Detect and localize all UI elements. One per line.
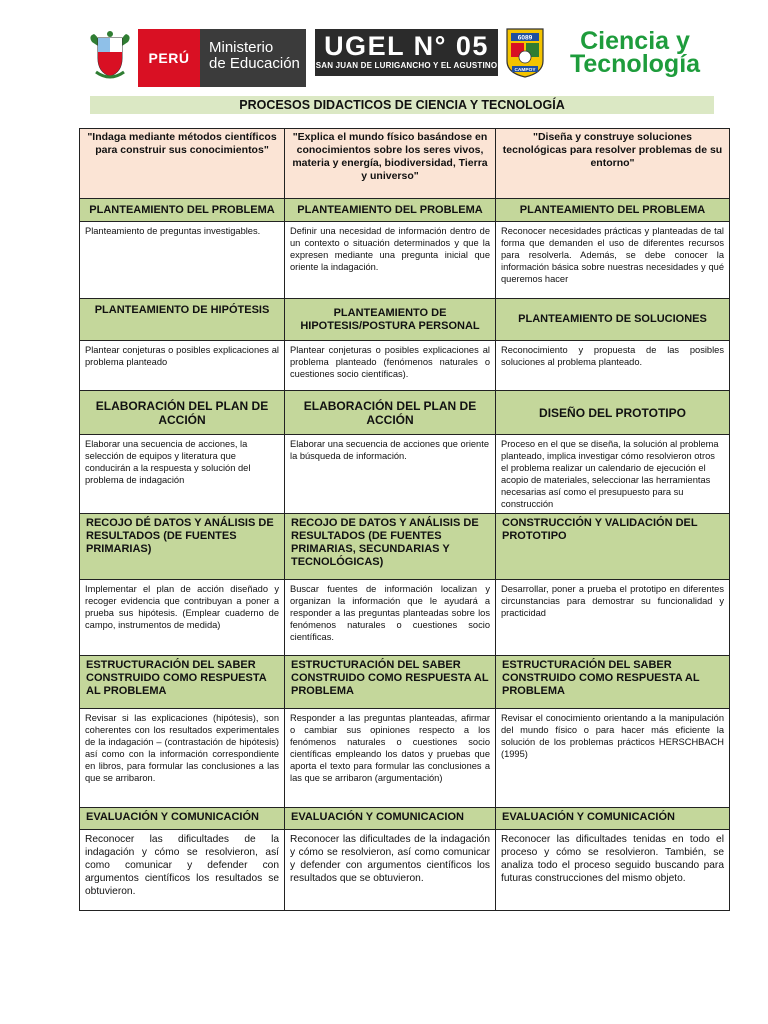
process-heading: EVALUACIÓN Y COMUNICACIÓN <box>496 808 730 830</box>
process-description: Definir una necesidad de información dentro de un contexto o situación determinados y que la expresen mediante una pregunta inicial que oriente la indagación. <box>285 222 496 299</box>
process-heading: RECOJO DÉ DATOS Y ANÁLISIS DE RESULTADOS (DE FUENTES PRIMARIAS) <box>80 514 285 580</box>
process-heading: PLANTEAMIENTO DE SOLUCIONES <box>496 299 730 341</box>
column-header: "Explica el mundo físico basándose en conocimientos sobre los seres vivos, materia y energía, biodiversidad, Tierra y universo" <box>285 129 496 199</box>
badge-number: 6089 <box>517 34 533 42</box>
table-row-heading <box>80 656 730 709</box>
processes-table <box>79 128 730 911</box>
process-heading: CONSTRUCCIÓN Y VALIDACIÓN DEL PROTOTIPO <box>496 514 730 580</box>
process-description: Planteamiento de preguntas investigables. <box>80 222 285 299</box>
table-row-body <box>80 341 730 391</box>
column-header: "Indaga mediante métodos científicos para construir sus conocimientos" <box>80 129 285 199</box>
badge-text: CAMPOY <box>514 68 536 73</box>
table-row-body <box>80 830 730 911</box>
ugel-subtitle: SAN JUAN DE LURIGANCHO Y EL AGUSTINO <box>315 61 498 70</box>
process-description: Revisar el conocimiento orientando a la manipulación del mundo físico o para hacer más eficiente la solución de los problemas prácticos HERSCHBACH (1995) <box>496 709 730 808</box>
process-description: Reconocer las dificultades tenidas en todo el proceso y cómo se resolvieron. También, se analiza todo el proceso seguido buscando para futuras construcciones del mismo objeto. <box>496 830 730 911</box>
process-description: Implementar el plan de acción diseñado y recoger evidencia que contribuyan a poner a prueba sus hipótesis. (Emplear cuaderno de campo, instrumentos de medida) <box>80 580 285 656</box>
table-row-heading <box>80 808 730 830</box>
ugel-title: UGEL N° 05 <box>324 31 489 61</box>
peru-coat-of-arms-icon <box>86 28 134 80</box>
process-heading: ELABORACIÓN DEL PLAN DE ACCIÓN <box>285 391 496 435</box>
school-badge-icon <box>503 27 547 79</box>
process-heading: PLANTEAMIENTO DEL PROBLEMA <box>285 199 496 222</box>
ugel-banner <box>315 29 498 76</box>
process-description: Desarrollar, poner a prueba el prototipo en diferentes circunstancias para demostrar su funcionalidad y practicidad <box>496 580 730 656</box>
table-row-heading <box>80 199 730 222</box>
table-row-body <box>80 435 730 514</box>
document-header <box>0 0 768 92</box>
process-description: Responder a las preguntas planteadas, afirmar o cambiar sus opiniones respecto a los fenómenos naturales o cuestiones socio científicas empleando los datos y pruebas que aporta el texto para formular las conclusiones a las que se arribaron (argumentación) <box>285 709 496 808</box>
table-row-body <box>80 709 730 808</box>
process-description: Elaborar una secuencia de acciones, la selección de equipos y literatura que conducirán a la respuesta y solución del problema de indagación <box>80 435 285 514</box>
process-heading: DISEÑO DEL PROTOTIPO <box>496 391 730 435</box>
process-description: Elaborar una secuencia de acciones que oriente la búsqueda de información. <box>285 435 496 514</box>
process-heading: PLANTEAMIENTO DE HIPOTESIS/POSTURA PERSONAL <box>285 299 496 341</box>
process-heading: EVALUACIÓN Y COMUNICACIÓN <box>80 808 285 830</box>
process-description: Reconocer necesidades prácticas y planteadas de tal forma que demanden el uso de diferentes recursos para resolverla. Además, se debe conocer la información básica sobre nuestras necesidades y qué queremos hacer <box>496 222 730 299</box>
ministerio-line1: Ministerio <box>209 39 274 56</box>
process-description: Proceso en el que se diseña, la solución al problema planteado, implica investigar cómo resolvieron otros el problema realizar un calendario de ejecución el acopio de materiales, seleccionar las herramientas necesarias así como el presupuesto para su construcción <box>496 435 730 514</box>
process-description: Revisar si las explicaciones (hipótesis), son coherentes con los resultados experimentales de la indagación – (contrastación de hipótesis) así como con la información correspondiente en libros, para formular las conclusiones a las que se arribaron. <box>80 709 285 808</box>
ministerio-line2: de Educación <box>209 55 300 72</box>
table-row-competencies <box>80 129 730 199</box>
column-header: "Diseña y construye soluciones tecnológicas para resolver problemas de su entorno" <box>496 129 730 199</box>
process-description: Buscar fuentes de información localizan y organizan la información que le ayudará a responder a las preguntas planteadas sobre los fenómenos naturales o cuestiones socio científicas. <box>285 580 496 656</box>
process-heading: PLANTEAMIENTO DEL PROBLEMA <box>496 199 730 222</box>
peru-label: PERÚ <box>138 29 200 87</box>
ciencia-tecnologia-title <box>550 27 720 78</box>
process-description: Reconocer las dificultades de la indagación y cómo se resolvieron, así como comunicar y defender con argumentos científicos los resultados que se obtuvieron. <box>285 830 496 911</box>
process-heading: PLANTEAMIENTO DE HIPÓTESIS <box>80 299 285 341</box>
process-heading: PLANTEAMIENTO DEL PROBLEMA <box>80 199 285 222</box>
process-heading: ESTRUCTURACIÓN DEL SABER CONSTRUIDO COMO RESPUESTA AL PROBLEMA <box>285 656 496 709</box>
process-heading: RECOJO DE DATOS Y ANÁLISIS DE RESULTADOS (DE FUENTES PRIMARIAS, SECUNDARIAS Y TECNOLÓGICAS) <box>285 514 496 580</box>
table-row-body <box>80 580 730 656</box>
process-description: Reconocer las dificultades de la indagación y cómo se resolvieron, así como comunicar y defender con argumentos científicos los resultados se obtuvieron. <box>80 830 285 911</box>
ministerio-label <box>200 29 306 87</box>
process-description: Reconocimiento y propuesta de las posibles soluciones al problema planteado. <box>496 341 730 391</box>
process-description: Plantear conjeturas o posibles explicaciones al problema planteado <box>80 341 285 391</box>
process-heading: ESTRUCTURACIÓN DEL SABER CONSTRUIDO COMO RESPUESTA AL PROBLEMA <box>80 656 285 709</box>
process-heading: ELABORACIÓN DEL PLAN DE ACCIÓN <box>80 391 285 435</box>
ct-line2: Tecnología <box>569 50 701 78</box>
process-heading: ESTRUCTURACIÓN DEL SABER CONSTRUIDO COMO RESPUESTA AL PROBLEMA <box>496 656 730 709</box>
process-heading: EVALUACIÓN Y COMUNICACION <box>285 808 496 830</box>
table-row-heading <box>80 299 730 341</box>
table-row-heading <box>80 514 730 580</box>
page-title: PROCESOS DIDACTICOS DE CIENCIA Y TECNOLOGÍA <box>90 96 714 114</box>
table-row-heading <box>80 391 730 435</box>
process-description: Plantear conjeturas o posibles explicaciones al problema planteado (fenómenos naturales o cuestiones socio científicas). <box>285 341 496 391</box>
ct-line1: Ciencia y <box>580 27 690 55</box>
table-row-body <box>80 222 730 299</box>
